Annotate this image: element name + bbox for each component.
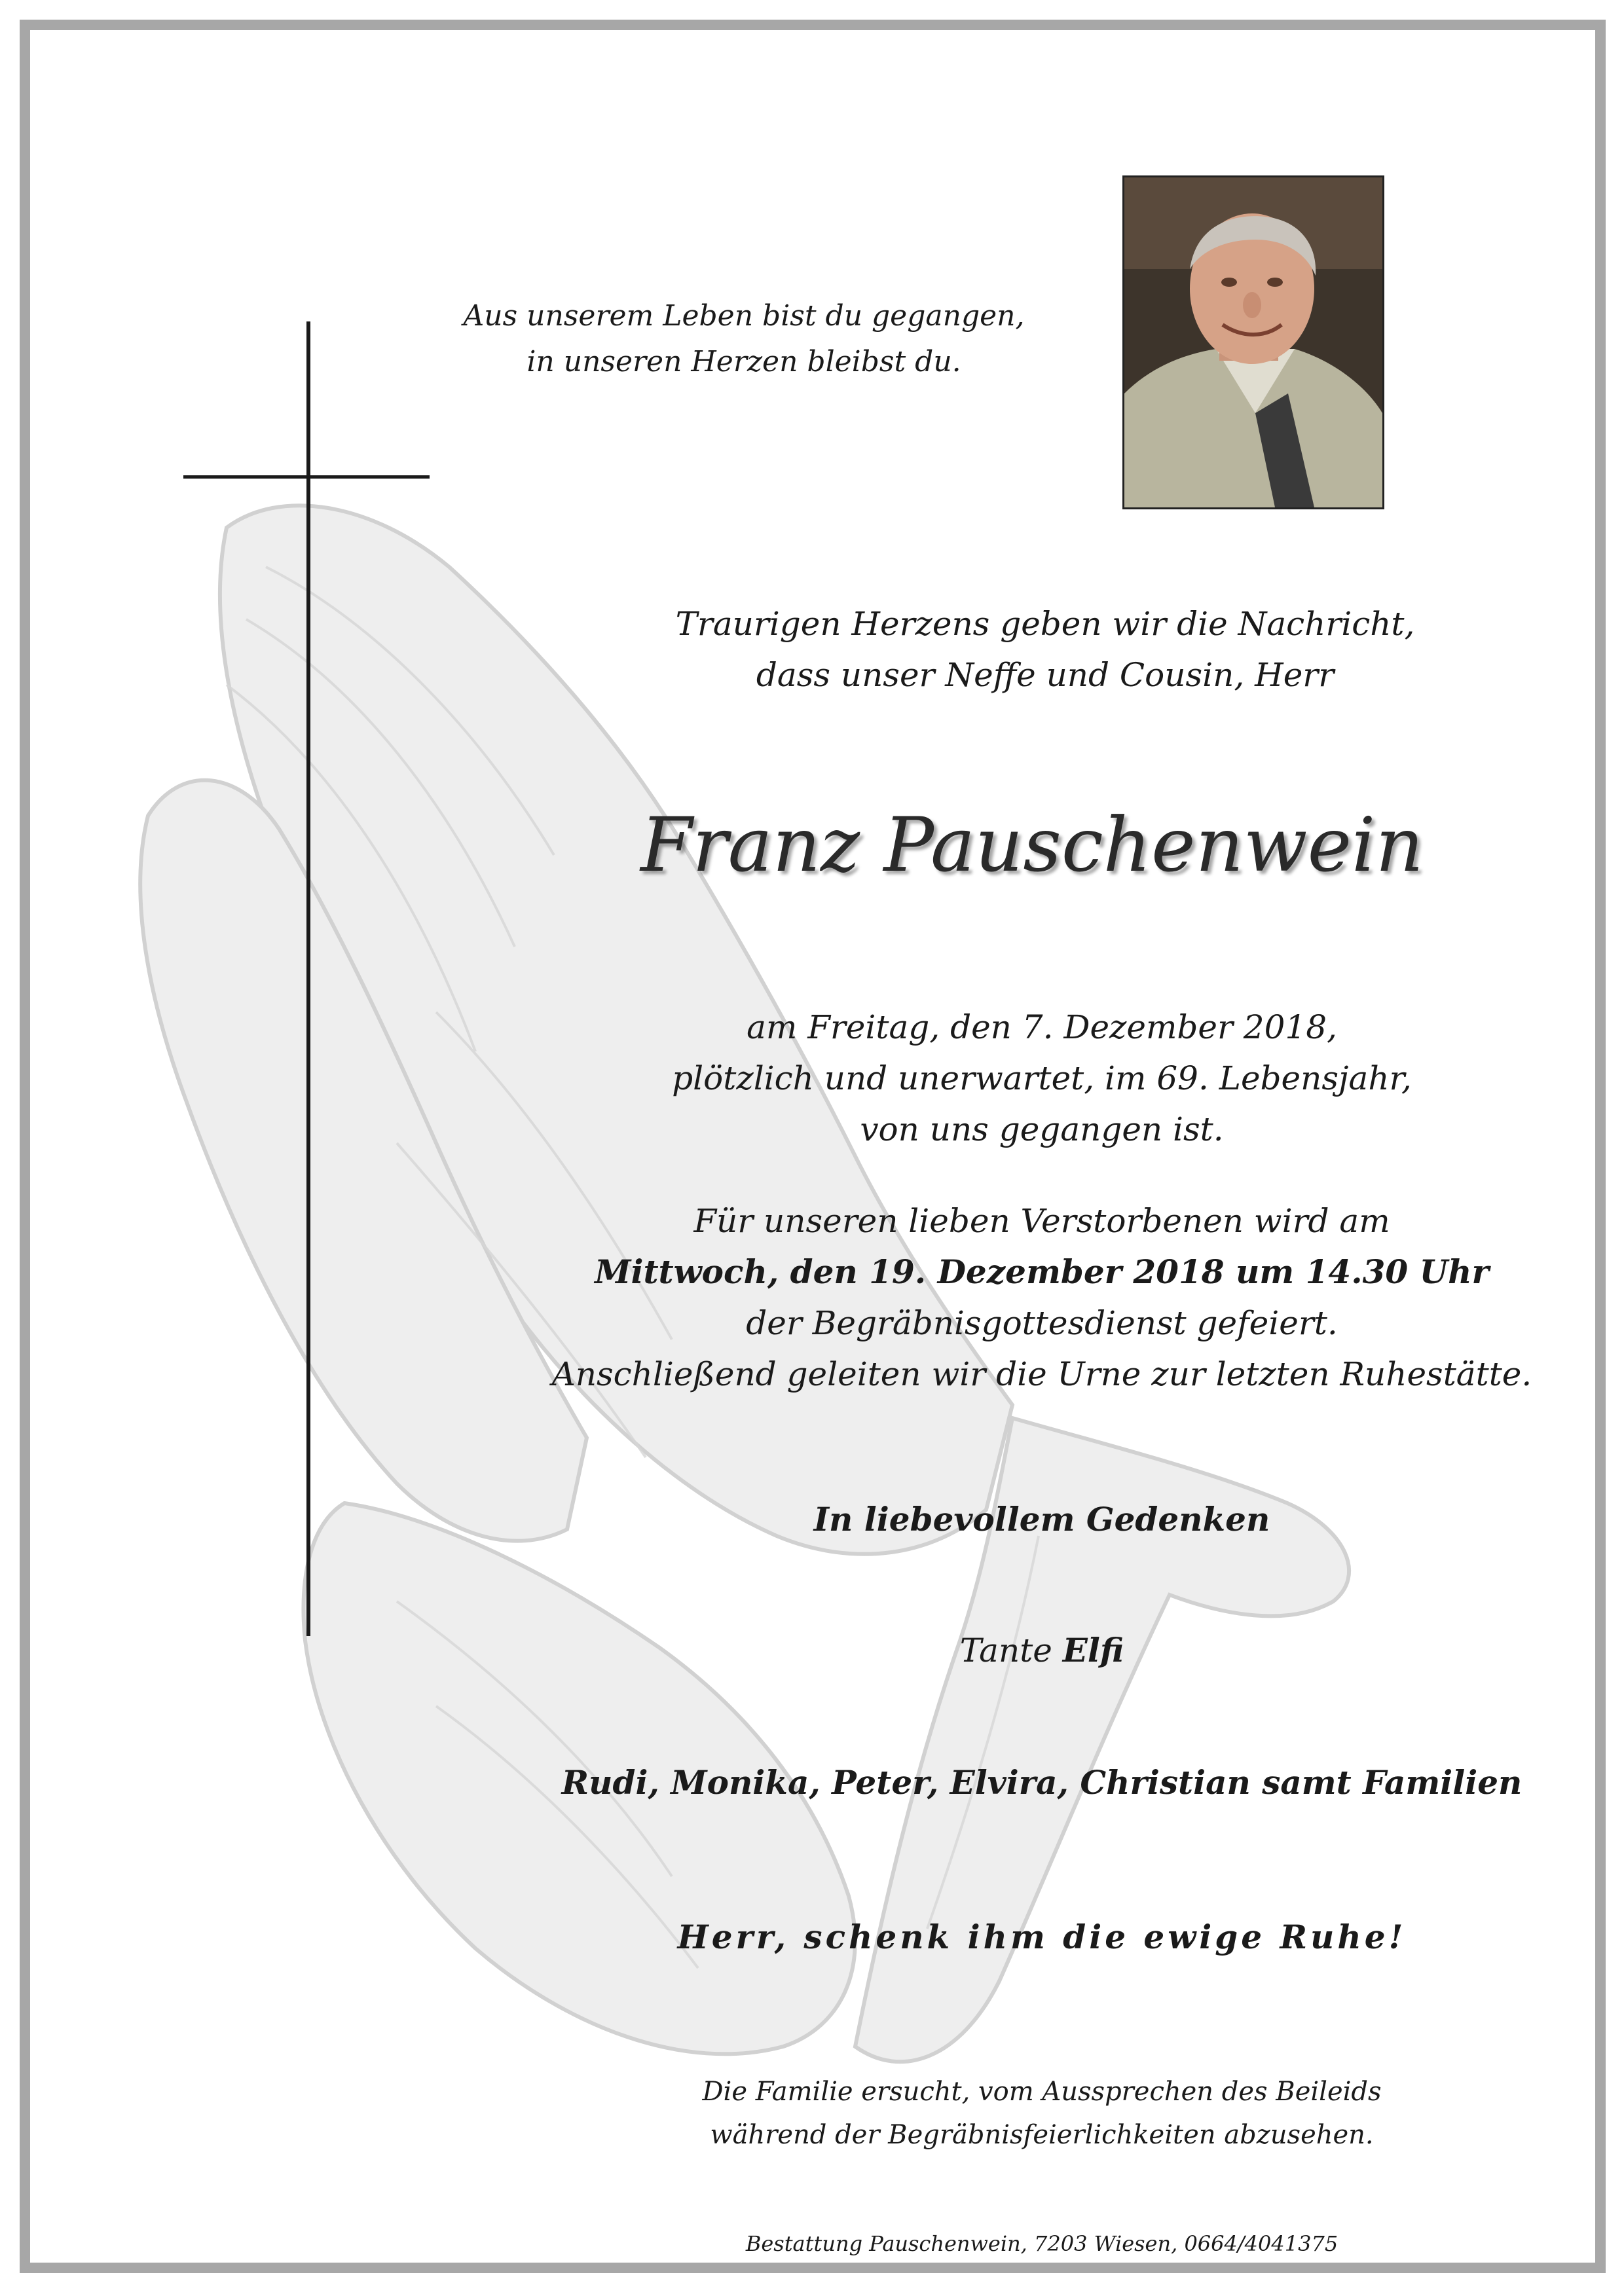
obituary-card bbox=[20, 20, 1606, 2273]
portrait-photo bbox=[1122, 175, 1384, 509]
mourner-family: Rudi, Monika, Peter, Elvira, Christian samt Familien bbox=[561, 1763, 1522, 1802]
funeral-details bbox=[528, 1195, 1556, 1400]
death-line-2: plötzlich und unerwartet, im 69. Lebensjahr, bbox=[672, 1059, 1412, 1097]
funeral-date-time: Mittwoch, den 19. Dezember 2018 um 14.30 Uhr bbox=[595, 1252, 1489, 1291]
condolence-request bbox=[606, 2070, 1477, 2157]
request-line-1: Die Familie ersucht, vom Aussprechen des Beileids bbox=[702, 2077, 1382, 2107]
memorial-motto bbox=[410, 293, 1078, 385]
mourner-aunt bbox=[780, 1628, 1304, 1673]
aunt-name: Elfi bbox=[1062, 1631, 1124, 1669]
death-line-3: von uns gegangen ist. bbox=[860, 1110, 1224, 1148]
request-line-2: während der Begräbnisfeierlichkeiten abzusehen. bbox=[710, 2120, 1374, 2150]
cross-horizontal-bar bbox=[183, 475, 430, 479]
motto-line-2: in unseren Herzen bleibst du. bbox=[526, 345, 961, 378]
intro-line-1: Traurigen Herzens geben wir die Nachricht, bbox=[675, 605, 1415, 643]
announcement-intro bbox=[619, 598, 1471, 701]
funeral-line-4: Anschließend geleiten wir die Urne zur letzten Ruhestätte. bbox=[551, 1355, 1532, 1393]
death-notice bbox=[606, 1002, 1477, 1155]
motto-line-1: Aus unserem Leben bist du gegangen, bbox=[463, 299, 1025, 333]
funeral-home-footer: Bestattung Pauschenwein, 7203 Wiesen, 0664/4041375 bbox=[745, 2231, 1338, 2256]
deceased-name: Franz Pauschenwein bbox=[640, 801, 1424, 888]
mourners-heading: In liebevollem Gedenken bbox=[813, 1500, 1270, 1539]
funeral-line-1: Für unseren lieben Verstorbenen wird am bbox=[693, 1202, 1390, 1240]
funeral-line-3: der Begräbnisgottesdienst gefeiert. bbox=[746, 1304, 1338, 1342]
aunt-prefix: Tante bbox=[959, 1631, 1052, 1669]
cross-vertical-bar bbox=[306, 321, 310, 1636]
closing-prayer: Herr, schenk ihm die ewige Ruhe! bbox=[677, 1918, 1407, 1956]
death-line-1: am Freitag, den 7. Dezember 2018, bbox=[747, 1008, 1337, 1046]
intro-line-2: dass unser Neffe und Cousin, Herr bbox=[756, 656, 1335, 694]
